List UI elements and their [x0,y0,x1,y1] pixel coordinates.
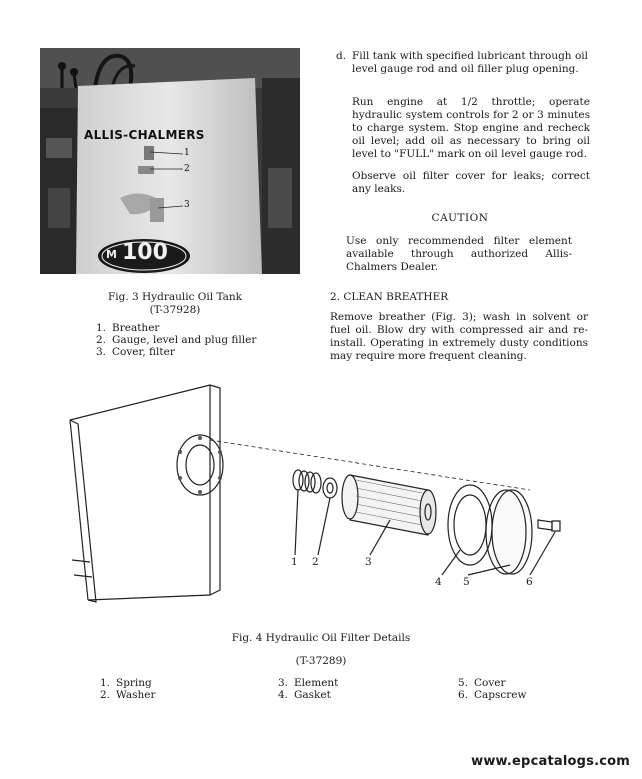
list-item: 1. Breather [96,322,160,334]
diagram-callout-5: 5 [463,576,470,588]
hydraulic-tank-photo-image [40,48,300,274]
list-item: 1. Spring [100,677,152,689]
photo-callout-3: 3 [184,200,190,210]
model-prefix-label: M [106,248,117,261]
clean-breather-text: Remove breather (Fig. 3); wash in solvent or fuel oil. Blow dry with compressed air and re-install. Operating in extremely dusty conditions may require more frequent cleaning. [330,311,588,362]
observe-paragraph: Observe oil filter cover for leaks; correct any leaks. [352,170,590,195]
caution-heading: CAUTION [431,212,489,224]
fig4-parts-col2 [278,677,338,701]
list-item: 5. Cover [458,677,506,689]
fig3-caption [80,291,270,317]
caution-text: Use only recommended filter element available through authorized Allis-Chalmers Dealer. [346,235,572,273]
clean-breather-heading: 2. CLEAN BREATHER [330,291,449,303]
diagram-callout-3: 3 [365,556,372,568]
list-item: 2. Gauge, level and plug filler [96,334,257,346]
fig3-caption-ref: (T-37928) [149,304,201,316]
brand-label: ALLIS-CHALMERS [84,128,205,142]
fig3-parts-list [96,322,256,358]
diagram-callout-2: 2 [312,556,319,568]
diagram-callout-4: 4 [435,576,442,588]
list-item: 3. Element [278,677,339,689]
fig3-caption-title: Fig. 3 Hydraulic Oil Tank [107,291,243,303]
model-number-label: 100 [122,240,168,265]
oil-filter-exploded-view [60,380,580,620]
list-item: 3. Cover, filter [96,346,175,358]
step-d-prefix: d. [336,50,347,62]
run-engine-paragraph: Run engine at 1/2 throttle; operate hydraulic system controls for 2 or 3 minutes to charge system. Stop engine and recheck oil level; add oil as necessary to bring oil level to "FULL" mark on oil level gauge rod. [352,96,590,160]
fig4-ref: (T-37289) [295,655,347,667]
diagram-callout-1: 1 [291,556,298,568]
hydraulic-tank-photo [40,48,300,274]
fig4-parts-col3 [458,677,527,701]
fig4-parts-col1 [100,677,156,701]
photo-callout-1: 1 [184,148,190,158]
step-d-text: Fill tank with specified lubricant through oil level gauge rod and oil filler plug opening. [352,50,588,75]
step-d [336,50,588,76]
list-item: 6. Capscrew [458,689,527,701]
list-item: 2. Washer [100,689,156,701]
oil-filter-diagram [60,380,580,620]
website-watermark[interactable]: www.epcatalogs.com [471,754,630,769]
diagram-callout-6: 6 [526,576,533,588]
photo-callout-2: 2 [184,164,190,174]
fig4-caption: Fig. 4 Hydraulic Oil Filter Details [231,632,411,644]
list-item: 4. Gasket [278,689,331,701]
